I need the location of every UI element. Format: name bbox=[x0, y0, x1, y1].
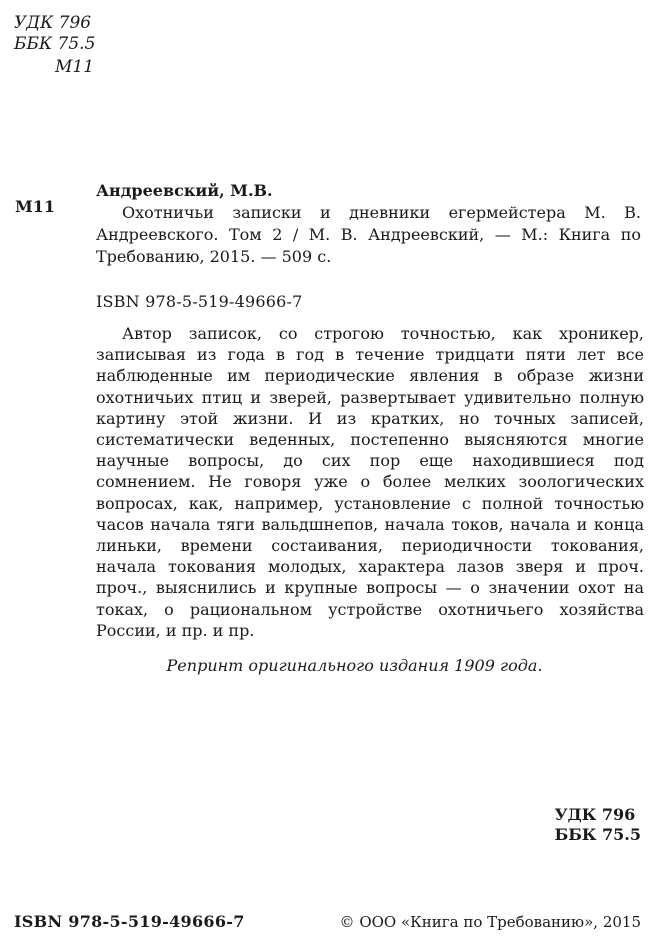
reprint-note: Репринт оригинального издания 1909 года. bbox=[166, 656, 543, 675]
udk-code-bottom: УДК 796 bbox=[554, 805, 636, 824]
copyright-notice: © ООО «Книга по Требованию», 2015 bbox=[339, 913, 641, 931]
udk-code: УДК 796 bbox=[14, 13, 92, 33]
author-name: Андреевский, М.В. bbox=[96, 181, 273, 200]
footer-isbn: ISBN 978-5-519-49666-7 bbox=[14, 912, 245, 931]
annotation: Автор записок, со строгою точностью, как хроникер, записывая из года в год в течение тридцати пяти лет все наблюденные им периодические явления в образе жизни охотничьих птиц и зверей, развертывает удивительно полную картину этой жизни. И из кратких, но точных записей, систематически веденных, постепенно выясняются многие научные вопросы, до сих пор еще находившиеся под сомнением. Не говоря уже о более мелких зоологических вопросах, как, например, установление с полной точностью часов начала тяги вальдшнепов, начала токов, начала и конца линьки, времени состаивания, периодичности токования, начала токования молодых, характера лазов зверя и проч. проч., выяснились и крупные вопросы — о значении охот на токах, о рациональном устройстве охотничьего хозяйства России, и пр. и пр. bbox=[96, 324, 644, 640]
isbn: ISBN 978-5-519-49666-7 bbox=[96, 292, 303, 311]
author-mark: М11 bbox=[55, 57, 95, 77]
bbk-code: ББК 75.5 bbox=[14, 34, 96, 54]
bibliographic-record bbox=[96, 180, 641, 268]
author-mark-bold: М11 bbox=[15, 197, 55, 216]
bibliographic-description: Охотничьи записки и дневники егермейстера М. В. Андреевского. Том 2 / М. В. Андреевский, — М.: Книга по Требованию, 2015. — 509 с. bbox=[96, 203, 641, 266]
classification-top bbox=[14, 13, 95, 78]
classification-bottom bbox=[555, 805, 641, 845]
bbk-code-bottom: ББК 75.5 bbox=[554, 825, 641, 844]
